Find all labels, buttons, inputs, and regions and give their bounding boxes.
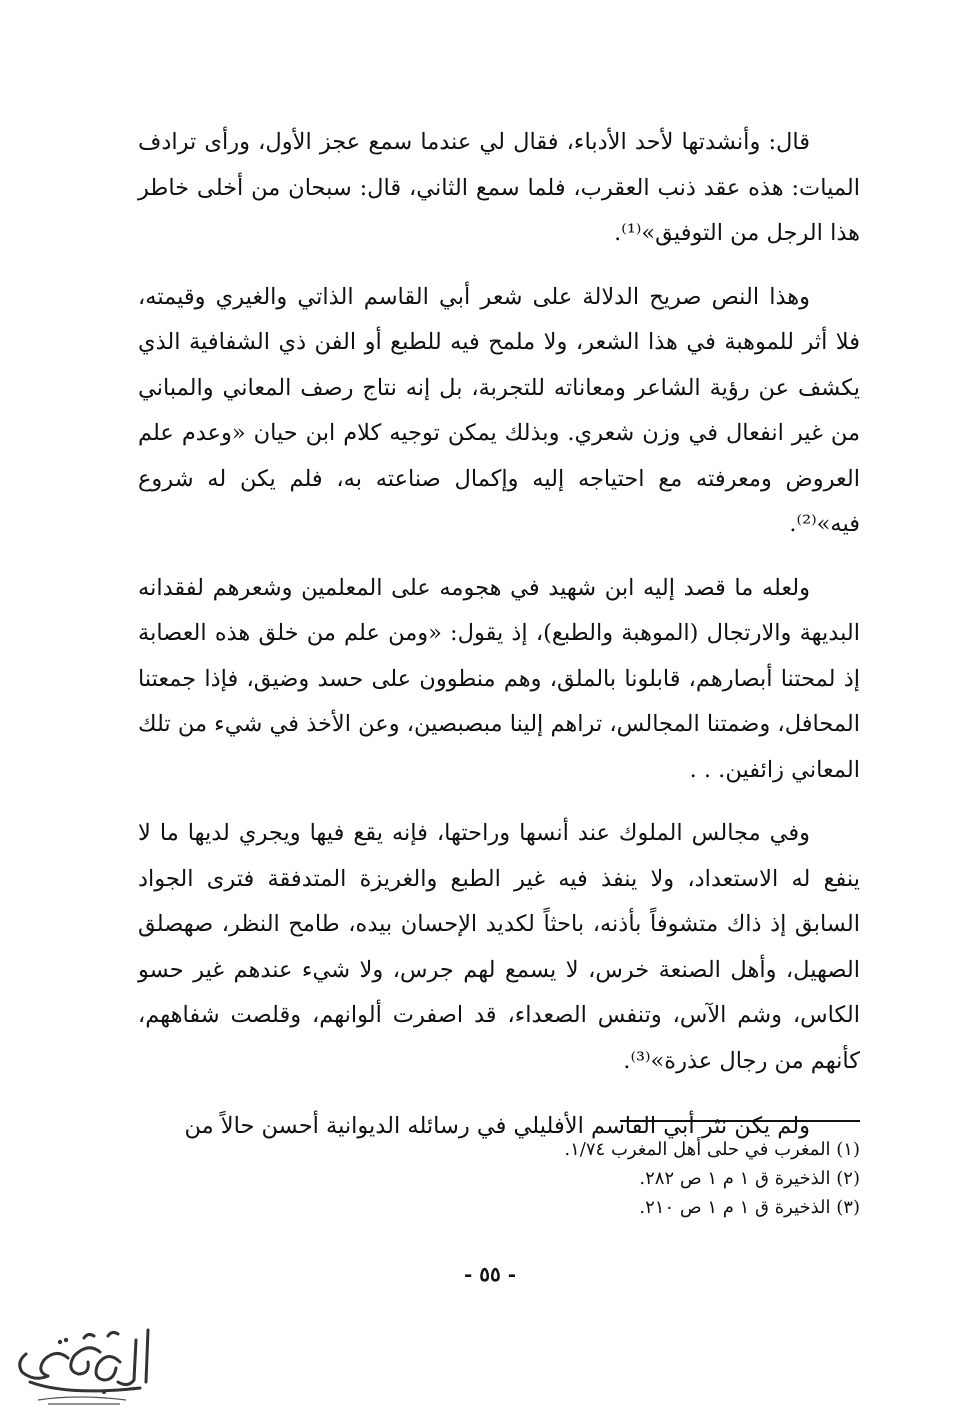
paragraph-3: ولعله ما قصد إليه ابن شهيد في هجومه على المعلمين وشعرهم لفقدانه البديهة والارتجال (الموهبة والطبع)، إذ يقول: «ومن علم من خلق هذه العصابة إذ لمحتنا أبصارهم، قابلونا بالملق، وهم منطوون على حسد وضيق، فإذا جمعتنا المحافل، وضمتنا المجالس، تراهم إلينا مبصبصين، وعن الأخذ في شيء من تلك المعاني زائفين. . .	[138, 574, 860, 783]
paragraph-4: وفي مجالس الملوك عند أنسها وراحتها، فإنه يقع فيها ويجري لديها ما لا ينفع له الاستعداد، ولا ينفذ فيه غير الطبع والغريزة المتدفقة فترى الجواد السابق إذ ذاك متشوفاً بأذنه، باحثاً لكديد الإحسان بيده، طامح النظر، صهصلق الصهيل، وأهل الصنعة خرس، لا يسمع لهم جرس، ولا شيء عندهم غير حسو الكاس، وشم الآس، وتنفس الصعداء، قد اصفرت ألوانهم، وقلصت شفاههم، كأنهم من رجال عذرة»⁽³⁾.	[138, 820, 860, 1074]
footnote-3: (٣) الذخيرة ق ١ م ١ ص ٢١٠.	[639, 1197, 860, 1218]
paragraph-5: ولم يكن نثر أبي القاسم الأفليلي في رسائله الديوانية أحسن حالاً من	[184, 1113, 810, 1139]
footnote-1: (١) المغرب في حلى أهل المغرب ١/٧٤.	[564, 1139, 860, 1160]
calligraphy-stamp-icon	[8, 1322, 158, 1410]
footnote-2: (٢) الذخيرة ق ١ م ١ ص ٢٨٢.	[639, 1168, 860, 1189]
page-number: - ٥٥ -	[463, 1262, 516, 1286]
paragraph-2: وهذا النص صريح الدلالة على شعر أبي القاسم الذاتي والغيري وقيمته، فلا أثر للموهبة في هذا الشعر، ولا ملمح فيه للطبع أو الفن ذي الشفافية الذي يكشف عن رؤية الشاعر ومعاناته للتجربة، بل إنه نتاج رصف المعاني والمباني من غير انفعال في وزن شعري. وبذلك يمكن توجيه كلام ابن حيان «وعدم علم العروض ومعرفته مع احتياجه إليه وإكمال صناعته به، فلم يكن له شروع فيه»⁽²⁾.	[138, 283, 860, 537]
footnote-divider	[620, 1120, 860, 1122]
main-text	[138, 120, 860, 1168]
footnotes	[360, 1135, 860, 1222]
paragraph-1: قال: وأنشدتها لأحد الأدباء، فقال لي عندما سمع عجز الأول، ورأى ترادف الميات: هذه عقد ذنب العقرب، فلما سمع الثاني، قال: سبحان من أخلى خاطر هذا الرجل من التوفيق»⁽¹⁾.	[138, 129, 860, 246]
